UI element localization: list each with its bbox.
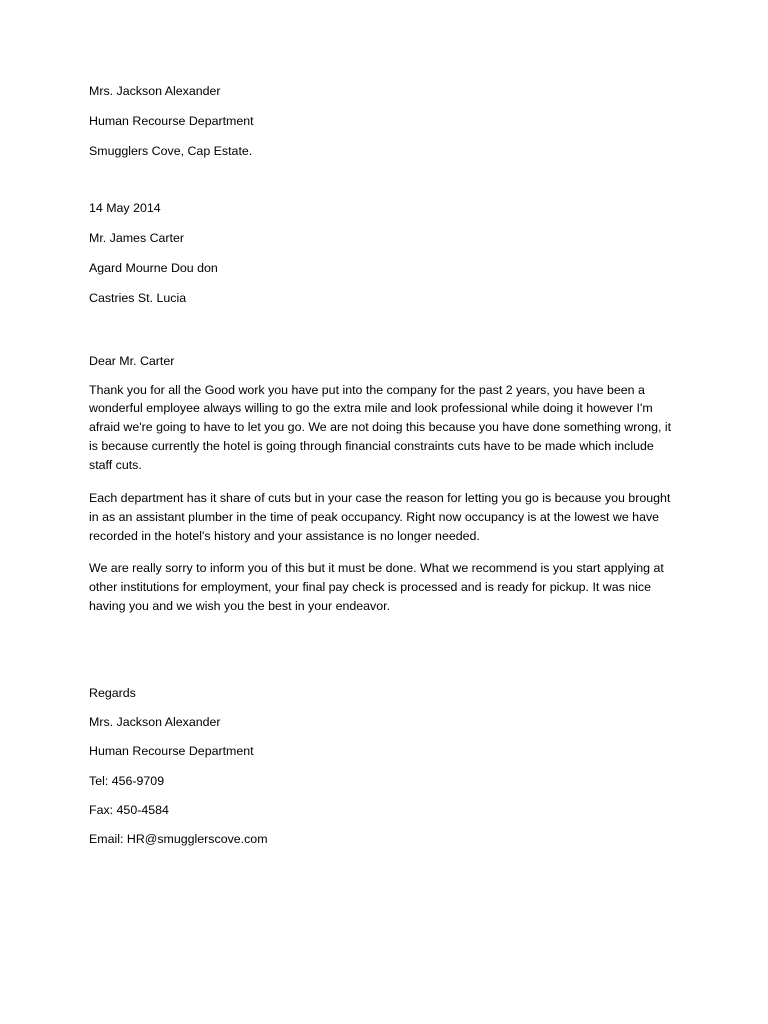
recipient-address-line-2: Castries St. Lucia (89, 290, 187, 305)
letter-date: 14 May 2014 (89, 201, 161, 216)
letter-body (89, 84, 673, 847)
recipient-address-line-1: Agard Mourne Dou don (89, 260, 218, 275)
body-paragraph-1: Thank you for all the Good work you have put into the company for the past 2 years, you have been a wonderful employee always willing to go the extra mile and look professional while doing it however I'm afraid we're going to have to let you go. We are not doing this because you have done something wrong, it is because currently the hotel is going through financial constraints cuts have to be made which include staff cuts. (89, 382, 672, 472)
closing-department: Human Recourse Department (89, 744, 254, 759)
closing-fax: Fax: 450-4584 (89, 802, 169, 817)
spacer-after-recipient (89, 320, 673, 354)
closing-email: Email: HR@smugglerscove.com (89, 832, 268, 847)
sender-department: Human Recourse Department (89, 113, 254, 128)
closing-name: Mrs. Jackson Alexander (89, 715, 221, 730)
closing-block (89, 686, 673, 847)
body-paragraph-2: Each department has it share of cuts but in your case the reason for letting you go is because you brought in as an assistant plumber in the time of peak occupancy. Right now occupancy is at the lowest we have recorded in the hotel's history and your assistance is no longer needed. (89, 490, 671, 543)
recipient-name: Mr. James Carter (89, 231, 185, 246)
spacer-before-closing (89, 630, 673, 686)
closing-telephone: Tel: 456-9709 (89, 773, 165, 788)
date-recipient-block (89, 201, 673, 305)
sender-block (89, 84, 673, 158)
closing-regards: Regards (89, 685, 136, 700)
sender-name: Mrs. Jackson Alexander (89, 84, 221, 98)
salutation: Dear Mr. Carter (89, 354, 175, 369)
spacer-after-sender (89, 173, 673, 201)
sender-address: Smugglers Cove, Cap Estate. (89, 143, 253, 158)
body-paragraph-3: We are really sorry to inform you of this but it must be done. What we recommend is you start applying at other institutions for employment, your final pay check is processed and is ready for pickup. It was nice having you and we wish you the best in your endeavor. (89, 561, 664, 614)
